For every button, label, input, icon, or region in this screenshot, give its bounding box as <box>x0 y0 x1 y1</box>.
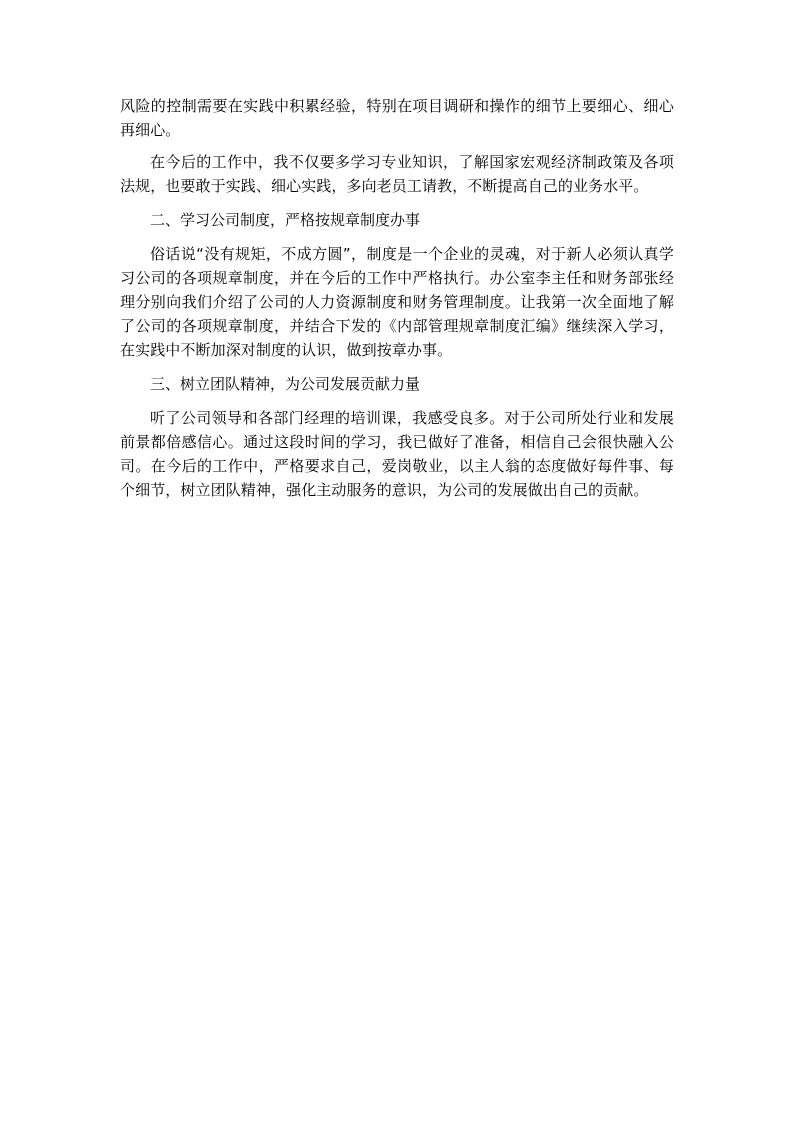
section-heading-team-spirit: 三、树立团队精神，为公司发展贡献力量 <box>150 375 421 393</box>
section-heading-company-rules: 二、学习公司制度，严格按规章制度办事 <box>150 211 421 229</box>
paragraph-future-work: 在今后的工作中，我不仅要多学习专业知识，了解国家宏观经济制政策及各项法规，也要敢于实践、细心实践，多向老员工请教，不断提高自己的业务水平。 <box>120 153 674 195</box>
document-page <box>120 94 674 512</box>
paragraph-company-rules: 俗话说“没有规矩，不成方圆”，制度是一个企业的灵魂，对于新人必须认真学习公司的各项规章制度，并在今后的工作中严格执行。办公室李主任和财务部张经理分别向我们介绍了公司的人力资源制度和财务管理制度。让我第一次全面地了解了公司的各项规章制度，并结合下发的《内部管理规章制度汇编》继续深入学习，在实践中不断加深对制度的认识，做到按章办事。 <box>120 245 674 359</box>
paragraph-risk-control: 风险的控制需要在实践中积累经验，特别在项目调研和操作的细节上要细心、细心再细心。 <box>120 97 674 139</box>
paragraph-team-spirit: 听了公司领导和各部门经理的培训课，我感受良多。对于公司所处行业和发展前景都倍感信心。通过这段时间的学习，我已做好了准备，相信自己会很快融入公司。在今后的工作中，严格要求自己，爱岗敬业，以主人翁的态度做好每件事、每个细节，树立团队精神，强化主动服务的意识，为公司的发展做出自己的贡献。 <box>120 409 674 499</box>
